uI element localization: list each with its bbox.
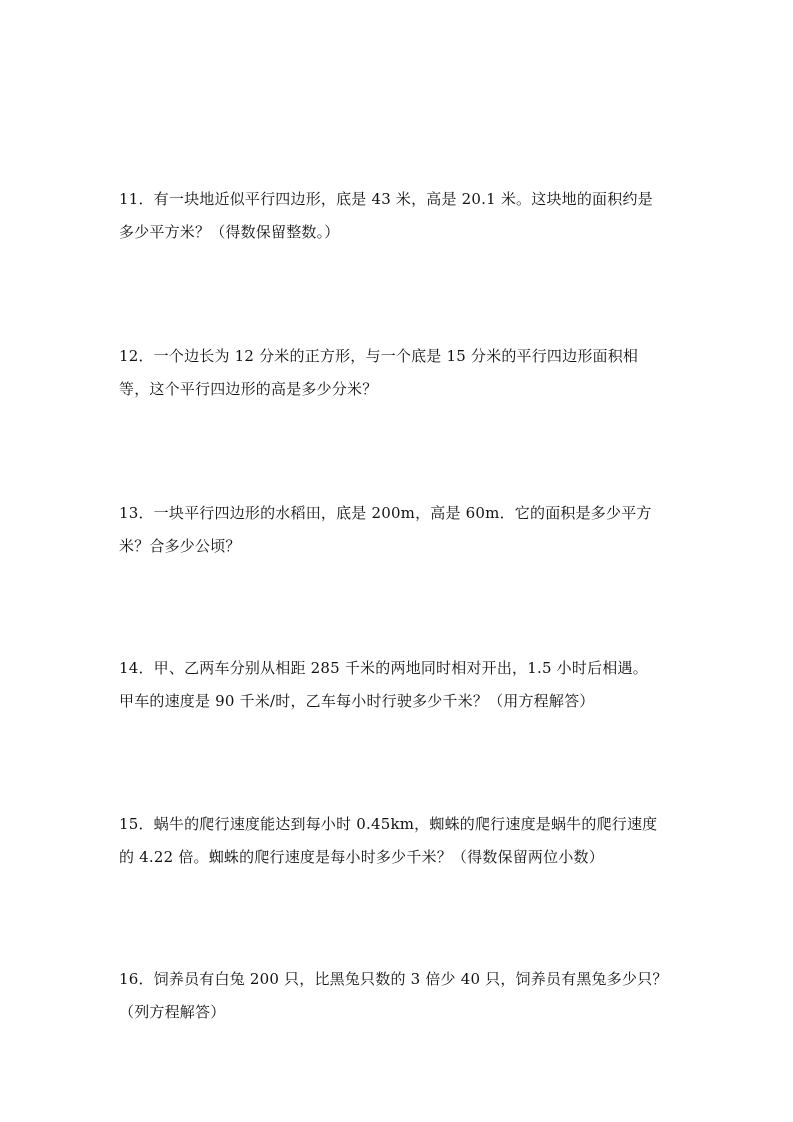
problem-13-line-2: 米？合多少公顷？ — [119, 537, 241, 555]
problem-11-line-2: 多少平方米？（得数保留整数。） — [119, 223, 340, 241]
problem-13-line-1: 13．一块平行四边形的水稻田，底是 200m，高是 60m．它的面积是多少平方 — [119, 504, 652, 522]
problem-14 — [119, 652, 679, 718]
problem-14-line-1: 14．甲、乙两车分别从相距 285 千米的两地同时相对开出，1.5 小时后相遇。 — [119, 659, 648, 677]
problem-15 — [119, 808, 679, 874]
problem-11-line-1: 11．有一块地近似平行四边形，底是 43 米，高是 20.1 米。这块地的面积约是 — [119, 190, 653, 208]
problem-15-line-2: 的 4.22 倍。蜘蛛的爬行速度是每小时多少千米？（得数保留两位小数） — [119, 848, 604, 866]
problem-16-line-2: （列方程解答） — [119, 1003, 226, 1021]
problem-14-line-2: 甲车的速度是 90 千米/时，乙车每小时行驶多少千米？（用方程解答） — [119, 692, 595, 710]
problem-12 — [119, 340, 679, 406]
problem-12-line-2: 等，这个平行四边形的高是多少分米？ — [119, 380, 378, 398]
problem-16-line-1: 16．饲养员有白兔 200 只，比黑兔只数的 3 倍少 40 只，饲养员有黑兔多少只？ — [119, 970, 668, 988]
problem-16 — [119, 963, 679, 1029]
problem-11 — [119, 183, 679, 249]
problem-12-line-1: 12．一个边长为 12 分米的正方形，与一个底是 15 分米的平行四边形面积相 — [119, 347, 639, 365]
problem-13 — [119, 497, 679, 563]
problem-15-line-1: 15．蜗牛的爬行速度能达到每小时 0.45km，蜘蛛的爬行速度是蜗牛的爬行速度 — [119, 815, 658, 833]
